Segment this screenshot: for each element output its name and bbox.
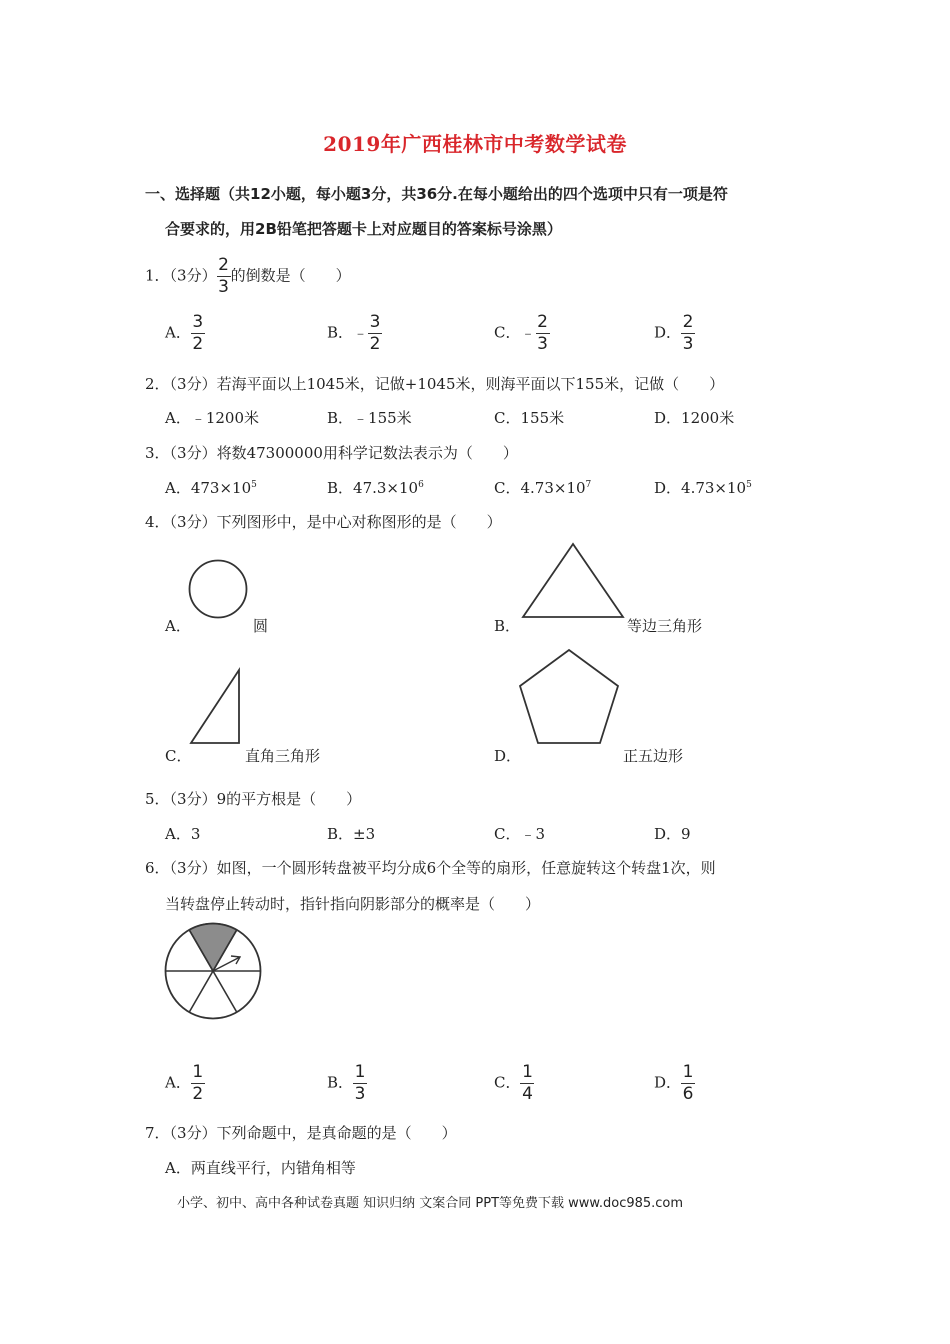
section-heading-line2: 合要求的，用2B铅笔把答题卡上对应题目的答案标号涂黑） <box>165 220 562 238</box>
q5-option-d: D．9 <box>654 825 691 843</box>
q3-option-d: D．$4.73\times 10^5$ <box>654 479 752 497</box>
q6-option-d: D． $\frac{1}{6}$ <box>654 1062 694 1104</box>
spinner-wheel-figure <box>160 920 266 1026</box>
q1-prefix: 1．（3分） <box>145 266 217 285</box>
question-5: 5．（3分）9的平方根是（ ） <box>145 790 362 808</box>
q5-option-a: A．3 <box>165 825 201 843</box>
q4-option-d-name: 正五边形 <box>623 747 684 765</box>
question-4: 4．（3分）下列图形中，是中心对称图形的是（ ） <box>145 513 502 531</box>
q3-option-b: B．$47.3\times 10^6$ <box>327 479 424 497</box>
q4-option-b-label: B． <box>494 617 521 635</box>
q7-option-a: A．两直线平行，内错角相等 <box>165 1159 356 1177</box>
footer-watermark: 小学、初中、高中各种试卷真题 知识归纳 文案合同 PPT等免费下载 www.doc985.com <box>177 1196 684 1211</box>
q2-option-d: D．1200米 <box>654 409 735 427</box>
q4-option-b-name: 等边三角形 <box>627 617 703 635</box>
q2-option-c: C．155米 <box>494 409 565 427</box>
q5-option-c: C．﹣3 <box>494 825 546 843</box>
q3-option-c: C．$4.73\times 10^7$ <box>494 479 592 497</box>
q4-option-c-label: C． <box>165 747 192 765</box>
q3-option-a: A．$473\times 10^5$ <box>165 479 257 497</box>
q4-option-d-label: D． <box>494 747 522 765</box>
question-1 <box>145 256 351 297</box>
shaded-sector <box>189 923 237 971</box>
q1-option-b: B．﹣ $\frac{3}{2}$ <box>327 312 381 354</box>
q5-option-b: B．±3 <box>327 825 376 843</box>
question-6-line2: 当转盘停止转动时，指针指向阴影部分的概率是（ ） <box>165 895 541 913</box>
q4-option-a-label: A． <box>165 617 191 635</box>
q4-option-c-name: 直角三角形 <box>245 747 321 765</box>
q2-option-a: A．﹣1200米 <box>165 409 260 427</box>
q1-option-d: D． $\frac{2}{3}$ <box>654 312 694 354</box>
equilateral-triangle-figure <box>520 540 626 620</box>
question-7: 7．（3分）下列命题中，是真命题的是（ ） <box>145 1124 457 1142</box>
regular-pentagon-figure <box>514 646 624 748</box>
q2-option-b: B．﹣155米 <box>327 409 412 427</box>
question-2: 2．（3分）若海平面以上1045米，记做+1045米，则海平面以下155米，记做（ ） <box>145 375 725 393</box>
q1-suffix: 的倒数是（ ） <box>230 266 351 285</box>
page-title: 2019年广西桂林市中考数学试卷 <box>323 132 627 156</box>
q1-option-a: A． $\frac{3}{2}$ <box>165 312 204 354</box>
section-heading-line1: 一、选择题（共12小题，每小题3分，共36分.在每小题给出的四个选项中只有一项是符 <box>145 185 728 203</box>
q6-option-a: A． $\frac{1}{2}$ <box>165 1062 204 1104</box>
q1-fraction: $\frac{2}{3}$ <box>218 255 229 297</box>
q4-option-a-name: 圆 <box>253 617 269 635</box>
q1-option-c: C．﹣ $\frac{2}{3}$ <box>494 312 548 354</box>
q6-option-c: C． $\frac{1}{4}$ <box>494 1062 533 1104</box>
question-6-line1: 6．（3分）如图，一个圆形转盘被平均分成6个全等的扇形，任意旋转这个转盘1次，则 <box>145 859 716 877</box>
question-3: 3．（3分）将数47300000用科学记数法表示为（ ） <box>145 444 518 462</box>
circle-figure <box>185 556 251 622</box>
q6-option-b: B． $\frac{1}{3}$ <box>327 1062 366 1104</box>
right-triangle-figure <box>188 666 244 746</box>
